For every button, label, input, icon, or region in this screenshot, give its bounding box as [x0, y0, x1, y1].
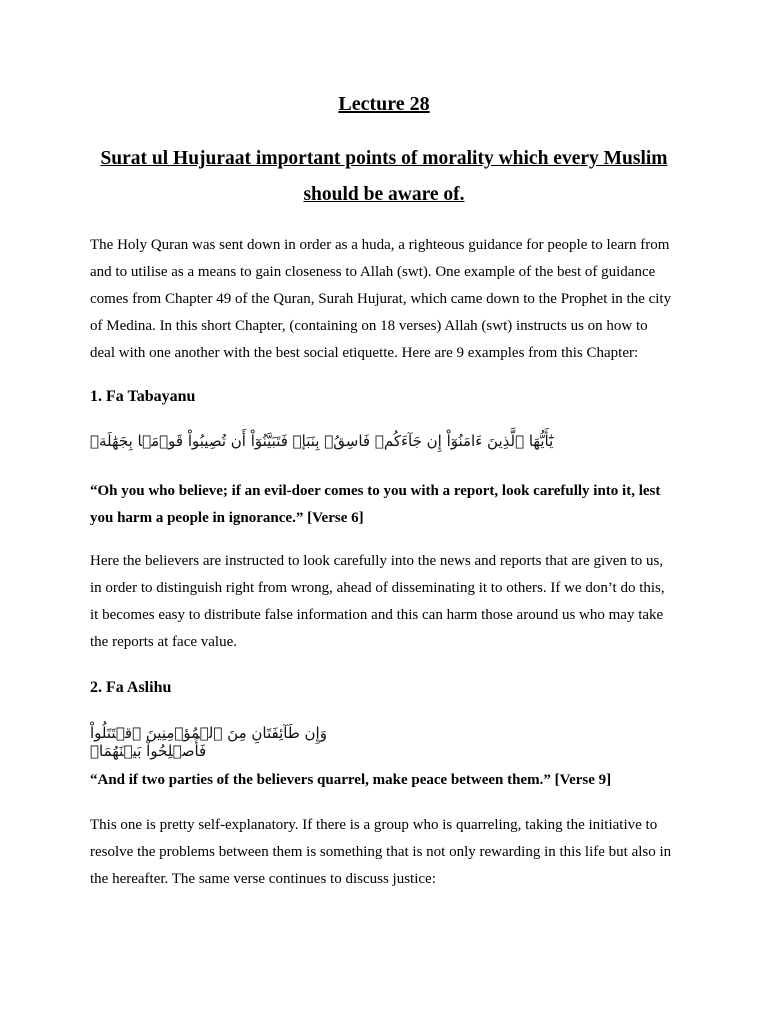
document-heading-line-2: should be aware of. [303, 184, 465, 205]
section-2-title: 2. Fa Aslihu [90, 679, 172, 696]
section-1-body [90, 548, 680, 656]
intro-line: The Holy Quran was sent down in order as a huda, a righteous guidance for people to learn from [90, 237, 670, 253]
body-line: resolve the problems between them is something that is not only rewarding in this life but also in [90, 844, 672, 860]
body-line: in order to distinguish right from wrong, ahead of disseminating it to others. If we don’t do this, [90, 580, 665, 596]
body-line: Here the believers are instructed to look carefully into the news and reports that are given to us, [90, 553, 664, 569]
lecture-title: Lecture 28 [338, 93, 430, 115]
body-line: the hereafter. The same verse continues to discuss justice: [90, 871, 436, 887]
intro-paragraph [90, 232, 680, 367]
quote-line: “And if two parties of the believers quarrel, make peace between them.” [Verse 9] [90, 772, 612, 788]
section-1-title: 1. Fa Tabayanu [90, 388, 196, 405]
document-heading-line-1: Surat ul Hujuraat important points of morality which every Muslim [100, 148, 668, 169]
body-line: This one is pretty self-explanatory. If there is a group who is quarreling, taking the initiative to [90, 817, 658, 833]
intro-line: comes from Chapter 49 of the Quran, Surah Hujurat, which came down to the Prophet in the city [90, 291, 672, 307]
quote-line: “Oh you who believe; if an evil-doer comes to you with a report, look carefully into it, lest [90, 483, 661, 499]
intro-line: of Medina. In this short Chapter, (containing on 18 verses) Allah (swt) instructs us on how to [90, 318, 648, 334]
body-line: the reports at face value. [90, 634, 238, 650]
section-1-arabic-verse: يَٰٓأَيُّهَا ٱلَّذِينَ ءَامَنُوٓاْ إِن جَآءَكُمۡ فَاسِقُۢ بِنَبَإٖ فَتَبَيَّنُوٓاْ أَن تُصِيبُواْ قَوۡمَۢا بِجَهَٰلَةٖ [90, 432, 554, 450]
section-2-quote [90, 767, 690, 794]
section-2-arabic-verse: وَإِن طَآئِفَتَانِ مِنَ ٱلۡمُؤۡمِنِينَ ٱقۡتَتَلُواْ فَأَصۡلِحُواْ بَيۡنَهُمَاۖ [90, 724, 327, 760]
body-line: it becomes easy to distribute false information and this can harm those around us who may take [90, 607, 664, 623]
section-2-body [90, 812, 680, 893]
quote-line: you harm a people in ignorance.” [Verse 6] [90, 510, 364, 526]
section-1-quote [90, 478, 690, 532]
intro-line: and to utilise as a means to gain closeness to Allah (swt). One example of the best of guidance [90, 264, 656, 280]
intro-line: deal with one another with the best social etiquette. Here are 9 examples from this Chapter: [90, 345, 639, 361]
